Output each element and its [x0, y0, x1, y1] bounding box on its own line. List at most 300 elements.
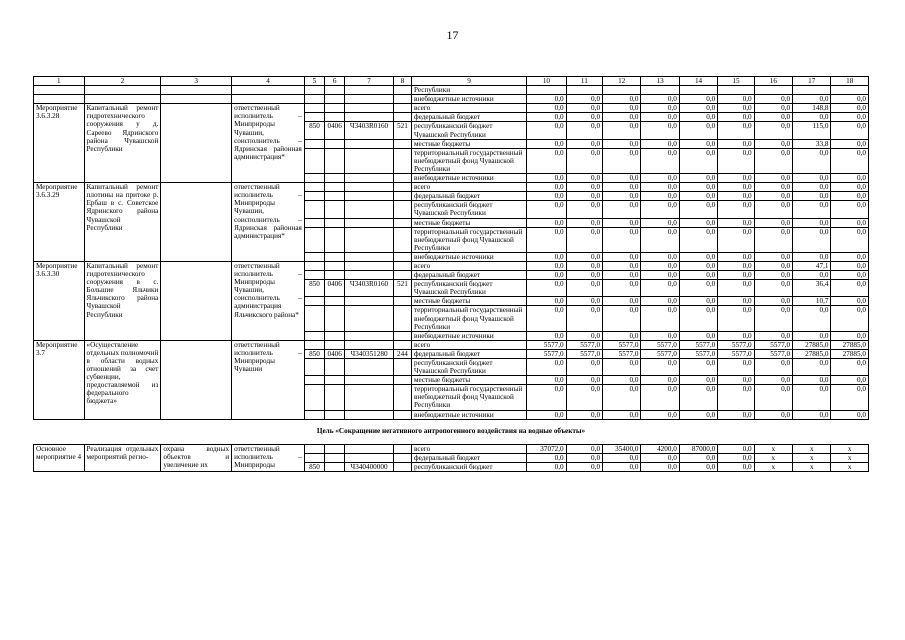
source-label: внебюджетные источники	[411, 410, 526, 419]
value-cell: 0,0	[793, 227, 831, 252]
measure-code: Основное мероприятие 4	[34, 444, 85, 471]
m29-row	[34, 183, 869, 192]
value-cell: 148,8	[793, 104, 831, 113]
value-cell: 0,0	[527, 183, 566, 192]
value-cell: 0,0	[754, 218, 792, 227]
value-cell: 0,0	[641, 227, 679, 252]
value-cell: 0,0	[641, 280, 679, 297]
value-cell: x	[793, 462, 831, 471]
budget-table	[33, 76, 869, 472]
value-cell: 0,0	[831, 359, 869, 376]
value-cell: 0,0	[831, 113, 869, 122]
empty-cell	[345, 139, 394, 148]
empty-cell	[393, 376, 411, 385]
target-cell: охрана водных объектов и увеличение их	[161, 444, 232, 471]
value-cell: 0,0	[566, 122, 602, 139]
page-number: 17	[446, 28, 459, 42]
executor-cell: ответственный исполнитель – Минприроды Чувашии, соисполнитель – Ядринская районная администрация*	[232, 104, 305, 183]
value-cell: 0,0	[831, 95, 869, 104]
value-cell: 0,0	[527, 104, 566, 113]
value-cell: 0,0	[679, 252, 717, 261]
m28-row	[34, 104, 869, 113]
column-number: 4	[232, 77, 305, 86]
value-cell: 0,0	[718, 331, 754, 340]
value-cell: 0,0	[603, 271, 641, 280]
value-cell: 0,0	[754, 376, 792, 385]
empty-cell	[566, 86, 602, 95]
value-cell: 5577,0	[718, 340, 754, 349]
value-cell: 0,0	[679, 148, 717, 173]
empty-cell	[393, 201, 411, 218]
empty-cell	[325, 252, 345, 261]
om4-row	[34, 444, 869, 453]
header-row	[34, 77, 869, 86]
value-cell: 0,0	[527, 410, 566, 419]
target-cell	[161, 340, 232, 419]
value-cell: x	[754, 462, 792, 471]
grbs-code: 850	[304, 122, 324, 139]
value-cell: 0,0	[641, 174, 679, 183]
value-cell: 0,0	[641, 95, 679, 104]
value-cell: 5577,0	[527, 340, 566, 349]
empty-cell	[325, 376, 345, 385]
empty-cell	[304, 385, 324, 410]
value-cell: 4200,0	[641, 444, 679, 453]
empty-cell	[325, 297, 345, 306]
value-cell: 0,0	[566, 201, 602, 218]
value-cell: 0,0	[527, 95, 566, 104]
value-cell: 0,0	[831, 331, 869, 340]
value-cell: 0,0	[718, 444, 754, 453]
value-cell: 0,0	[603, 280, 641, 297]
value-cell: 0,0	[527, 252, 566, 261]
empty-cell	[304, 261, 324, 270]
empty-cell	[393, 261, 411, 270]
empty-cell	[345, 297, 394, 306]
value-cell: 0,0	[754, 280, 792, 297]
value-cell: 0,0	[566, 306, 602, 331]
empty-cell	[718, 86, 754, 95]
value-cell: 0,0	[679, 227, 717, 252]
empty-cell	[232, 95, 305, 104]
empty-cell	[325, 444, 345, 453]
empty-cell	[393, 444, 411, 453]
value-cell: 0,0	[679, 183, 717, 192]
source-label: местные бюджеты	[411, 218, 526, 227]
column-number: 18	[831, 77, 869, 86]
value-cell: 0,0	[603, 297, 641, 306]
value-cell: 0,0	[754, 174, 792, 183]
grbs-code: 850	[304, 280, 324, 297]
value-cell: 0,0	[831, 192, 869, 201]
value-cell: 0,0	[566, 462, 602, 471]
empty-cell	[304, 252, 324, 261]
value-cell: 0,0	[793, 331, 831, 340]
value-cell: 5577,0	[641, 349, 679, 358]
value-cell: 0,0	[718, 462, 754, 471]
grbs-code: 850	[304, 462, 324, 471]
value-cell: 0,0	[793, 306, 831, 331]
empty-cell	[393, 227, 411, 252]
value-cell: 0,0	[679, 453, 717, 462]
value-cell: 0,0	[831, 148, 869, 173]
empty-cell	[345, 376, 394, 385]
value-cell: x	[831, 444, 869, 453]
value-cell: 0,0	[641, 331, 679, 340]
value-cell: 0,0	[718, 183, 754, 192]
value-cell: 0,0	[718, 113, 754, 122]
value-cell: 0,0	[527, 139, 566, 148]
empty-cell	[393, 192, 411, 201]
empty-cell	[393, 139, 411, 148]
value-cell: 0,0	[566, 410, 602, 419]
empty-cell	[345, 444, 394, 453]
empty-cell	[345, 192, 394, 201]
source-label: местные бюджеты	[411, 376, 526, 385]
empty-cell	[325, 139, 345, 148]
value-cell: 0,0	[603, 192, 641, 201]
value-cell: 0,0	[831, 218, 869, 227]
empty-cell	[325, 174, 345, 183]
value-cell: 0,0	[641, 410, 679, 419]
executor-cell: ответственный исполнитель – Минприроды	[232, 444, 305, 471]
value-cell: 27885,0	[831, 349, 869, 358]
value-cell: 5577,0	[566, 349, 602, 358]
value-cell: 0,0	[527, 453, 566, 462]
empty-cell	[393, 183, 411, 192]
value-cell: 0,0	[793, 385, 831, 410]
column-number: 17	[793, 77, 831, 86]
value-cell: 0,0	[679, 113, 717, 122]
value-cell: x	[793, 453, 831, 462]
value-cell: 0,0	[641, 183, 679, 192]
value-cell: 0,0	[641, 359, 679, 376]
value-cell: 0,0	[679, 261, 717, 270]
empty-cell	[304, 201, 324, 218]
column-number: 16	[754, 77, 792, 86]
value-cell: 0,0	[831, 271, 869, 280]
value-cell: 0,0	[527, 113, 566, 122]
value-cell: 0,0	[566, 376, 602, 385]
value-cell: 0,0	[603, 148, 641, 173]
empty-cell	[345, 86, 394, 95]
value-cell: 0,0	[679, 218, 717, 227]
column-number: 5	[304, 77, 324, 86]
value-cell: 0,0	[603, 261, 641, 270]
empty-cell	[345, 183, 394, 192]
goal-row	[34, 419, 869, 444]
measure-code: Мероприятие 3.6.3.30	[34, 261, 85, 340]
value-cell: 0,0	[527, 218, 566, 227]
empty-cell	[345, 104, 394, 113]
value-cell: 0,0	[566, 183, 602, 192]
empty-cell	[161, 86, 232, 95]
value-cell: 0,0	[718, 227, 754, 252]
value-cell: 0,0	[793, 201, 831, 218]
value-cell: 0,0	[831, 201, 869, 218]
value-cell: 0,0	[718, 122, 754, 139]
value-cell: 0,0	[754, 359, 792, 376]
value-cell: 0,0	[566, 261, 602, 270]
source-label: республиканский бюджет Чувашской Республики	[411, 280, 526, 297]
value-cell: 0,0	[754, 139, 792, 148]
empty-cell	[641, 86, 679, 95]
empty-cell	[325, 148, 345, 173]
value-cell: 0,0	[527, 261, 566, 270]
empty-cell	[304, 218, 324, 227]
value-cell: 0,0	[831, 261, 869, 270]
value-cell: 0,0	[566, 359, 602, 376]
value-cell: 0,0	[793, 359, 831, 376]
column-number: 3	[161, 77, 232, 86]
value-cell: 0,0	[718, 297, 754, 306]
value-cell: 0,0	[566, 385, 602, 410]
empty-cell	[393, 340, 411, 349]
value-cell: 5577,0	[527, 349, 566, 358]
empty-cell	[393, 95, 411, 104]
value-cell: 0,0	[679, 122, 717, 139]
value-cell: 0,0	[831, 306, 869, 331]
empty-cell	[393, 453, 411, 462]
value-cell: 0,0	[566, 192, 602, 201]
empty-cell	[393, 174, 411, 183]
column-number: 10	[527, 77, 566, 86]
source-label: республиканский бюджет	[411, 462, 526, 471]
value-cell: 0,0	[641, 271, 679, 280]
value-cell: 0,0	[679, 385, 717, 410]
empty-cell	[393, 271, 411, 280]
empty-cell	[345, 201, 394, 218]
source-label: федеральный бюджет	[411, 349, 526, 358]
value-cell: 0,0	[718, 376, 754, 385]
value-cell: 0,0	[754, 104, 792, 113]
empty-cell	[345, 359, 394, 376]
value-cell: 27885,0	[793, 340, 831, 349]
value-cell: 0,0	[718, 410, 754, 419]
value-cell: 0,0	[641, 192, 679, 201]
value-cell: 0,0	[831, 174, 869, 183]
value-cell: 0,0	[603, 113, 641, 122]
value-cell: 0,0	[754, 297, 792, 306]
source-label: республиканский бюджет Чувашской Республики	[411, 359, 526, 376]
value-cell: 0,0	[754, 192, 792, 201]
value-cell: x	[831, 453, 869, 462]
empty-cell	[232, 86, 305, 95]
value-cell: 0,0	[641, 252, 679, 261]
value-cell: 0,0	[718, 280, 754, 297]
value-cell: 0,0	[718, 261, 754, 270]
value-cell: 0,0	[527, 227, 566, 252]
value-cell: 0,0	[603, 252, 641, 261]
column-number: 12	[603, 77, 641, 86]
value-cell: 0,0	[793, 95, 831, 104]
empty-cell	[304, 376, 324, 385]
value-cell: 0,0	[603, 95, 641, 104]
empty-cell	[527, 86, 566, 95]
target-cell	[161, 183, 232, 262]
empty-cell	[345, 306, 394, 331]
empty-cell	[345, 227, 394, 252]
csr-code: Ч3403R0160	[345, 122, 394, 139]
value-cell: 0,0	[831, 227, 869, 252]
value-cell: 27885,0	[793, 349, 831, 358]
value-cell: 0,0	[641, 385, 679, 410]
value-cell: 0,0	[754, 261, 792, 270]
value-cell: 0,0	[641, 104, 679, 113]
value-cell: 0,0	[566, 280, 602, 297]
empty-cell	[345, 113, 394, 122]
empty-cell	[304, 340, 324, 349]
column-number: 11	[566, 77, 602, 86]
value-cell: 0,0	[831, 280, 869, 297]
csr-code: Ч340351280	[345, 349, 394, 358]
value-cell: 0,0	[679, 280, 717, 297]
value-cell: x	[754, 453, 792, 462]
value-cell: 0,0	[718, 104, 754, 113]
value-cell: 0,0	[831, 297, 869, 306]
value-cell: 0,0	[566, 252, 602, 261]
value-cell: 0,0	[566, 227, 602, 252]
empty-cell	[754, 86, 792, 95]
empty-cell	[325, 462, 345, 471]
source-label: местные бюджеты	[411, 139, 526, 148]
value-cell: 0,0	[718, 95, 754, 104]
empty-cell	[325, 261, 345, 270]
value-cell: 5577,0	[754, 349, 792, 358]
value-cell: 0,0	[754, 122, 792, 139]
column-number: 9	[411, 77, 526, 86]
empty-cell	[304, 139, 324, 148]
empty-cell	[304, 359, 324, 376]
value-cell: 0,0	[754, 95, 792, 104]
target-cell	[161, 104, 232, 183]
empty-cell	[325, 271, 345, 280]
empty-cell	[304, 192, 324, 201]
value-cell: 0,0	[718, 139, 754, 148]
value-cell: 0,0	[603, 218, 641, 227]
value-cell: 0,0	[679, 297, 717, 306]
value-cell: 0,0	[718, 174, 754, 183]
empty-cell	[393, 252, 411, 261]
empty-cell	[679, 86, 717, 95]
value-cell: 0,0	[754, 306, 792, 331]
value-cell: 0,0	[641, 297, 679, 306]
empty-cell	[393, 306, 411, 331]
value-cell: 5577,0	[566, 340, 602, 349]
value-cell: 87000,0	[679, 444, 717, 453]
value-cell: 0,0	[831, 183, 869, 192]
rz-code: 0406	[325, 280, 345, 297]
value-cell: 0,0	[679, 306, 717, 331]
value-cell: 0,0	[754, 252, 792, 261]
empty-cell	[325, 453, 345, 462]
value-cell: 0,0	[831, 410, 869, 419]
value-cell: 47,1	[793, 261, 831, 270]
value-cell: 0,0	[527, 192, 566, 201]
value-cell: 0,0	[793, 192, 831, 201]
source-label: внебюджетные источники	[411, 252, 526, 261]
empty-cell	[325, 95, 345, 104]
value-cell: 0,0	[679, 192, 717, 201]
value-cell: 0,0	[566, 271, 602, 280]
value-cell: 0,0	[603, 376, 641, 385]
rz-code: 0406	[325, 122, 345, 139]
value-cell: 0,0	[603, 410, 641, 419]
value-cell: 0,0	[603, 385, 641, 410]
value-cell: 0,0	[527, 297, 566, 306]
value-cell: 0,0	[566, 113, 602, 122]
measure-name: Капитальный ремонт гидротехнического сооружения у д. Сареево Ядринского района Чувашской Республики	[84, 104, 161, 183]
source-label: всего	[411, 183, 526, 192]
value-cell: 0,0	[679, 359, 717, 376]
vr-code: 244	[393, 349, 411, 358]
executor-cell: ответственный исполнитель – Минприроды Чувашии	[232, 340, 305, 419]
value-cell: 0,0	[679, 95, 717, 104]
empty-cell	[304, 306, 324, 331]
empty-cell	[831, 86, 869, 95]
value-cell: 0,0	[566, 174, 602, 183]
empty-cell	[393, 86, 411, 95]
empty-cell	[345, 271, 394, 280]
empty-cell	[325, 183, 345, 192]
column-number: 6	[325, 77, 345, 86]
value-cell: 0,0	[754, 201, 792, 218]
m30-row	[34, 261, 869, 270]
value-cell: 0,0	[603, 139, 641, 148]
value-cell: 0,0	[641, 376, 679, 385]
value-cell: 0,0	[718, 201, 754, 218]
value-cell: 0,0	[641, 113, 679, 122]
value-cell: 0,0	[793, 218, 831, 227]
value-cell: 0,0	[793, 252, 831, 261]
value-cell: x	[793, 444, 831, 453]
empty-cell	[304, 113, 324, 122]
empty-cell	[325, 410, 345, 419]
empty-cell	[325, 306, 345, 331]
empty-cell	[393, 385, 411, 410]
value-cell: 0,0	[566, 444, 602, 453]
column-number: 1	[34, 77, 85, 86]
value-cell: 0,0	[831, 385, 869, 410]
value-cell: 0,0	[603, 227, 641, 252]
empty-cell	[84, 95, 161, 104]
value-cell: 0,0	[754, 331, 792, 340]
value-cell: 0,0	[679, 462, 717, 471]
value-cell: 0,0	[527, 376, 566, 385]
value-cell: 0,0	[679, 271, 717, 280]
value-cell: 0,0	[718, 359, 754, 376]
value-cell: 0,0	[641, 148, 679, 173]
empty-cell	[325, 385, 345, 410]
value-cell: 0,0	[793, 148, 831, 173]
source-label: федеральный бюджет	[411, 192, 526, 201]
measure-name: Капитальный ремонт плотины на притоке р. Ербаш в с. Советское Ядринского района Чувашской Республики	[84, 183, 161, 262]
value-cell: 0,0	[566, 95, 602, 104]
column-number: 15	[718, 77, 754, 86]
column-number: 14	[679, 77, 717, 86]
value-cell: 0,0	[754, 385, 792, 410]
value-cell: 0,0	[527, 122, 566, 139]
value-cell: 0,0	[641, 453, 679, 462]
csr-code: Ч340400000	[345, 462, 394, 471]
source-label: территориальный государственный внебюджетный фонд Чувашской Республики	[411, 227, 526, 252]
empty-cell	[393, 410, 411, 419]
source-label: республиканский бюджет Чувашской Республики	[411, 201, 526, 218]
value-cell: 0,0	[527, 271, 566, 280]
empty-cell	[34, 86, 85, 95]
empty-cell	[345, 252, 394, 261]
value-cell: 5577,0	[679, 349, 717, 358]
